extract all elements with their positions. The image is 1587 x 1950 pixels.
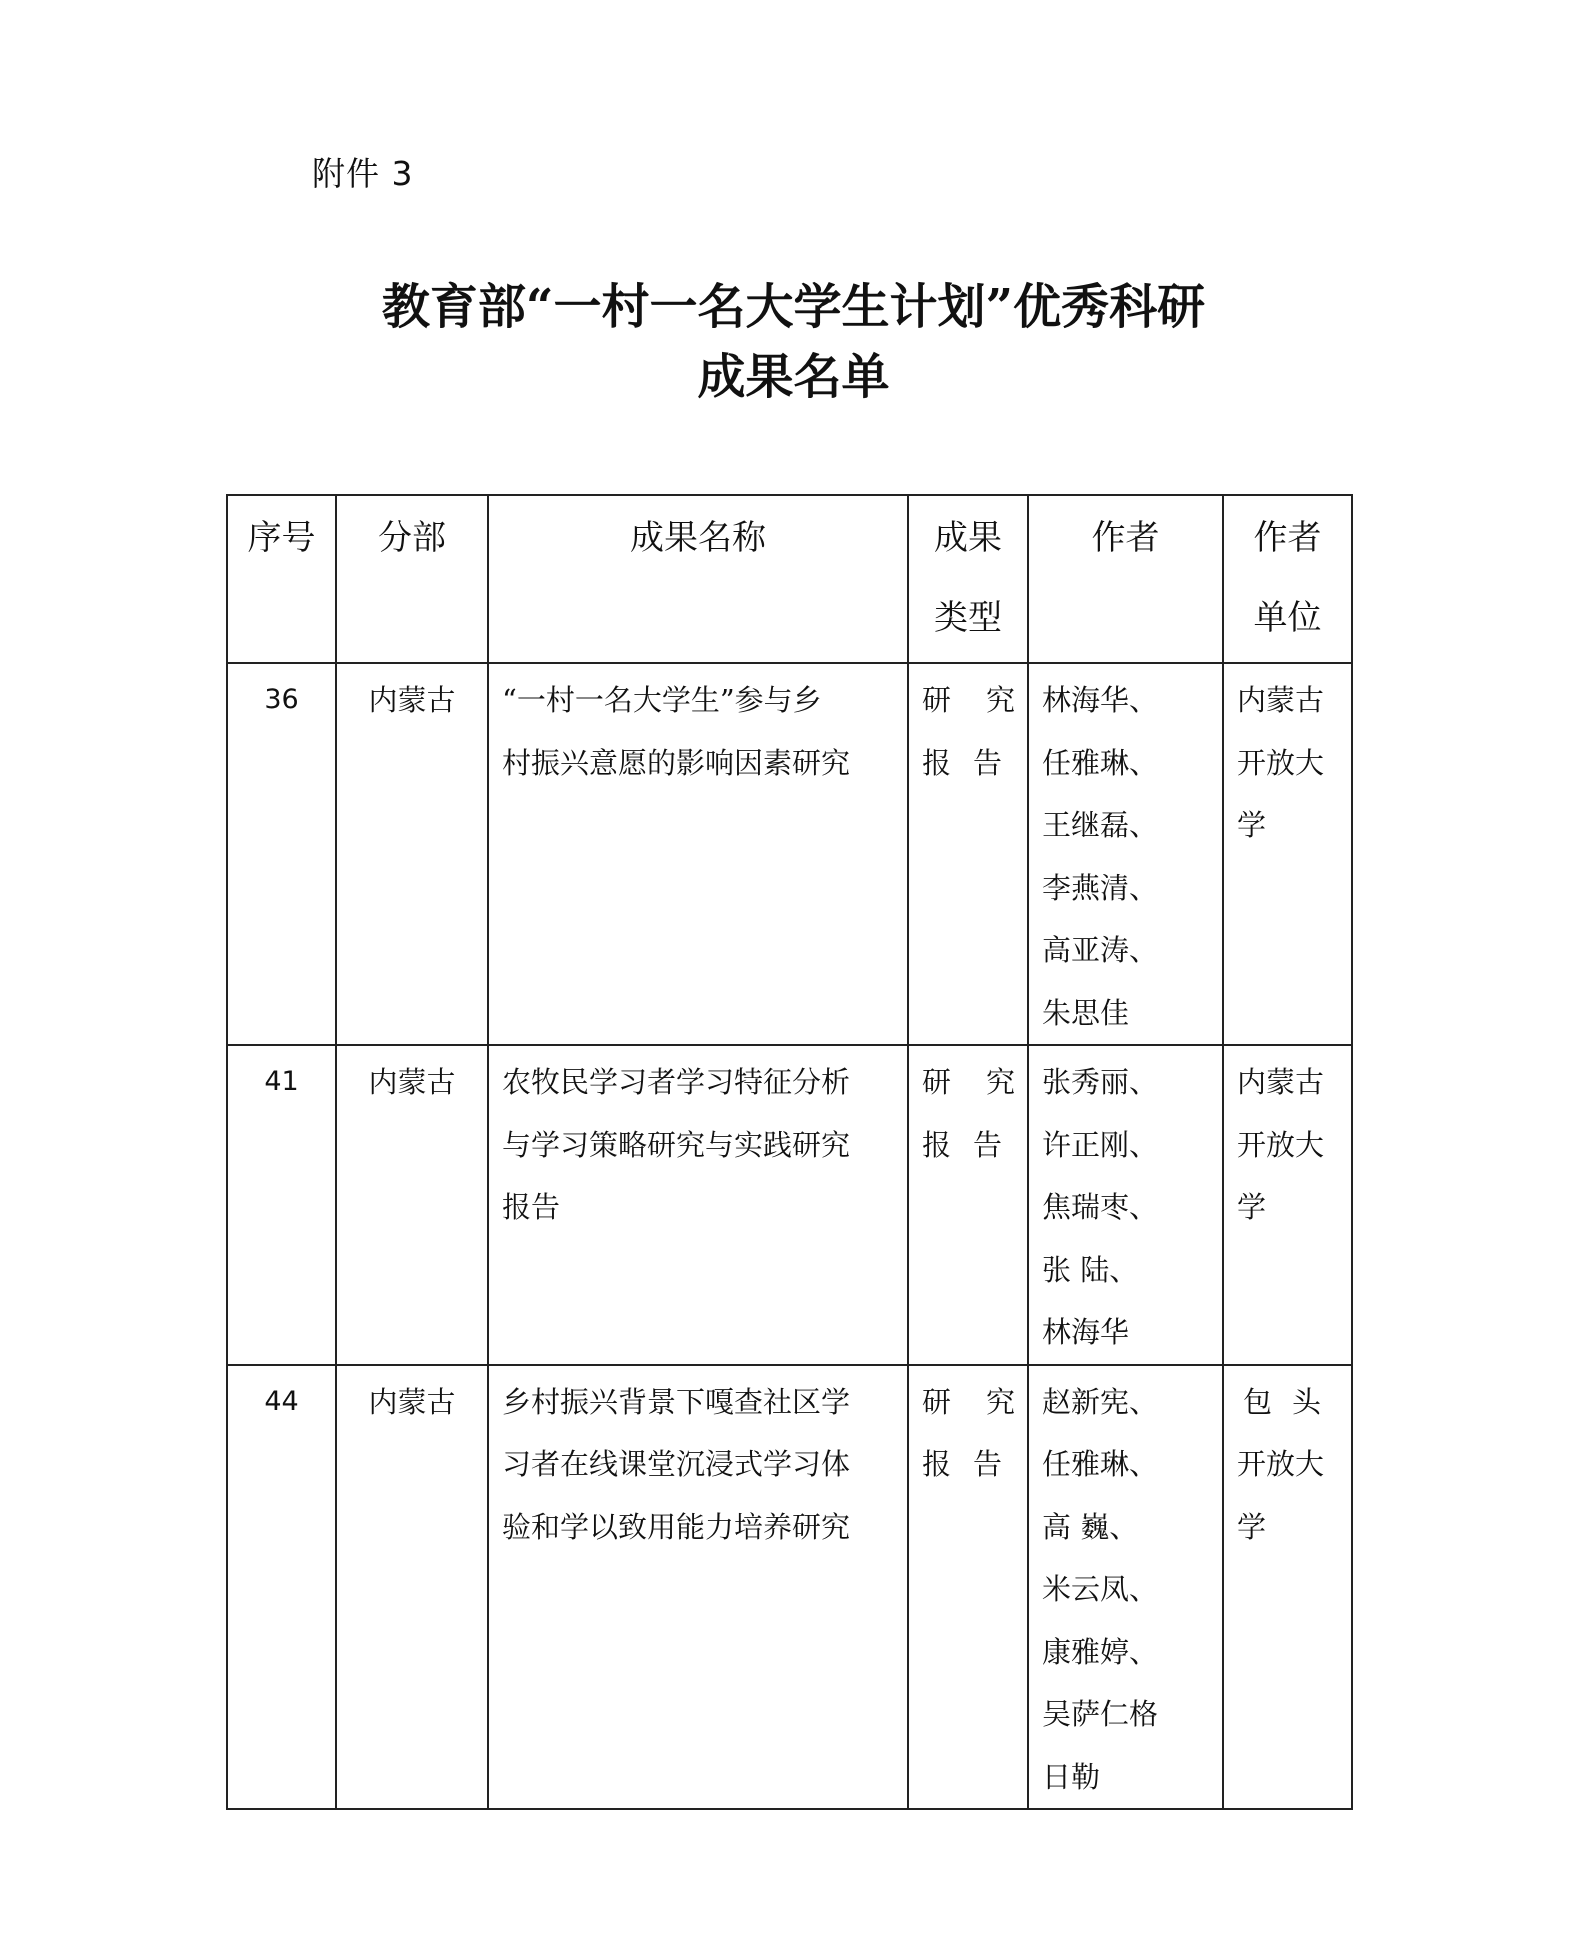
cell-no xyxy=(227,1045,336,1365)
cell-author-unit xyxy=(1223,1365,1352,1810)
result-type-char: 报 xyxy=(922,1447,952,1481)
result-name-line: “一村一名大学生”参与乡 xyxy=(502,683,822,717)
result-name-line: 验和学以致用能力培养研究 xyxy=(502,1509,851,1544)
cell-no xyxy=(227,1365,336,1810)
cell-content xyxy=(489,664,907,794)
cell-content xyxy=(489,1046,907,1239)
author-line: 赵新宪、 xyxy=(1042,1384,1159,1419)
branch-name: 内蒙古 xyxy=(368,683,456,717)
result-type-line xyxy=(922,1433,1002,1496)
cell-result-type xyxy=(908,1045,1028,1365)
cell-content xyxy=(909,664,1027,794)
cell-content xyxy=(1224,1366,1351,1559)
cell-content xyxy=(337,664,487,732)
cell-content xyxy=(1224,664,1351,857)
document-title-line-2: 成果名单 xyxy=(697,349,890,405)
author-line: 高亚涛、 xyxy=(1042,933,1159,967)
header-authors xyxy=(1028,495,1223,663)
unit-line: 开放大 xyxy=(1237,1127,1325,1162)
branch-name: 内蒙古 xyxy=(368,1065,456,1099)
cell-content xyxy=(228,1366,335,1434)
cell-content xyxy=(228,664,335,732)
cell-content xyxy=(1224,1046,1351,1239)
author-line: 高 巍、 xyxy=(1042,1509,1139,1544)
author-line: 张 陆、 xyxy=(1042,1252,1139,1287)
result-name-line: 习者在线课堂沉浸式学习体 xyxy=(502,1447,851,1481)
unit-char: 头 xyxy=(1291,1384,1321,1419)
header-name xyxy=(488,495,908,663)
author-line: 许正刚、 xyxy=(1042,1127,1159,1162)
unit-line: 学 xyxy=(1237,1509,1267,1544)
cell-content xyxy=(1029,1046,1222,1364)
author-line: 米云凤、 xyxy=(1042,1572,1159,1606)
author-line: 朱思佳 xyxy=(1042,995,1130,1030)
branch-name: 内蒙古 xyxy=(368,1384,456,1419)
cell-result-type xyxy=(908,663,1028,1045)
cell-author-unit xyxy=(1223,663,1352,1045)
result-type-line xyxy=(922,732,1002,795)
author-line: 林海华、 xyxy=(1042,683,1159,717)
table-row xyxy=(227,1365,1352,1810)
row-number: 41 xyxy=(264,1066,299,1097)
cell-content xyxy=(909,1046,1027,1176)
author-line: 李燕清、 xyxy=(1042,870,1159,905)
result-type-char: 告 xyxy=(972,1447,1002,1481)
header-type-text-1: 成果 xyxy=(934,518,1002,558)
unit-line: 学 xyxy=(1237,808,1267,842)
unit-line: 内蒙古 xyxy=(1237,1065,1325,1099)
cell-branch xyxy=(336,1365,488,1810)
author-line: 康雅婷、 xyxy=(1042,1634,1159,1669)
result-name-line: 乡村振兴背景下嘎查社区学 xyxy=(502,1384,851,1419)
author-line: 林海华 xyxy=(1042,1315,1130,1349)
author-line: 吴萨仁格 xyxy=(1042,1697,1159,1731)
cell-content xyxy=(909,1366,1027,1496)
result-type-char: 研 xyxy=(922,1384,952,1419)
header-unit xyxy=(1223,495,1352,663)
header-no xyxy=(227,495,336,663)
result-name-line: 与学习策略研究与实践研究 xyxy=(502,1127,851,1162)
header-unit-text-2: 单位 xyxy=(1253,598,1322,638)
header-unit-text-1: 作者 xyxy=(1253,518,1322,558)
author-line: 任雅琳、 xyxy=(1042,1447,1159,1481)
attachment-label: 附件 3 xyxy=(312,154,414,193)
cell-content xyxy=(1029,664,1222,1044)
header-authors-text: 作者 xyxy=(1091,518,1160,558)
header-type xyxy=(908,495,1028,663)
result-type-line xyxy=(922,1371,1015,1434)
results-table xyxy=(226,494,1353,1810)
result-type-char: 究 xyxy=(985,1384,1015,1419)
unit-line: 开放大 xyxy=(1237,745,1325,780)
cell-no xyxy=(227,663,336,1045)
cell-branch xyxy=(336,663,488,1045)
result-type-char: 告 xyxy=(972,1127,1002,1162)
document-title-line-1: 教育部“一村一名大学生计划”优秀科研 xyxy=(381,279,1206,335)
cell-result-name xyxy=(488,1365,908,1810)
author-line: 任雅琳、 xyxy=(1042,745,1159,780)
result-type-line xyxy=(922,1051,1015,1114)
cell-content xyxy=(228,1046,335,1114)
cell-result-name xyxy=(488,1045,908,1365)
header-name-text: 成果名称 xyxy=(630,518,766,558)
cell-result-type xyxy=(908,1365,1028,1810)
row-number: 36 xyxy=(264,684,299,715)
result-type-line xyxy=(922,1114,1002,1177)
cell-result-name xyxy=(488,663,908,1045)
unit-line xyxy=(1237,1371,1321,1434)
header-type-text-2: 类型 xyxy=(934,598,1002,638)
cell-authors xyxy=(1028,663,1223,1045)
result-name-line: 村振兴意愿的影响因素研究 xyxy=(502,745,851,780)
result-name-line: 农牧民学习者学习特征分析 xyxy=(502,1065,851,1099)
header-branch xyxy=(336,495,488,663)
unit-line: 开放大 xyxy=(1237,1447,1325,1481)
author-line: 张秀丽、 xyxy=(1042,1065,1159,1099)
cell-author-unit xyxy=(1223,1045,1352,1365)
unit-line: 学 xyxy=(1237,1190,1267,1224)
result-name-line: 报告 xyxy=(502,1190,561,1224)
cell-content xyxy=(337,1046,487,1114)
result-type-char: 报 xyxy=(922,745,952,780)
cell-branch xyxy=(336,1045,488,1365)
result-type-char: 研 xyxy=(922,683,952,717)
row-number: 44 xyxy=(264,1385,299,1417)
cell-authors xyxy=(1028,1045,1223,1365)
table-header-row xyxy=(227,495,1352,663)
header-no-text: 序号 xyxy=(247,518,316,558)
result-type-line xyxy=(922,669,1015,732)
table-row xyxy=(227,663,1352,1045)
table-row xyxy=(227,1045,1352,1365)
result-type-char: 研 xyxy=(922,1065,952,1099)
author-line: 王继磊、 xyxy=(1042,808,1159,842)
cell-authors xyxy=(1028,1365,1223,1810)
result-type-char: 告 xyxy=(972,745,1002,780)
cell-content xyxy=(337,1366,487,1434)
unit-char: 包 xyxy=(1243,1384,1273,1419)
cell-content xyxy=(1029,1366,1222,1809)
result-type-char: 究 xyxy=(985,683,1015,717)
cell-content xyxy=(489,1366,907,1559)
author-line: 日勒 xyxy=(1042,1759,1101,1794)
header-branch-text: 分部 xyxy=(378,518,446,558)
unit-line: 内蒙古 xyxy=(1237,683,1325,717)
result-type-char: 究 xyxy=(985,1065,1015,1099)
author-line: 焦瑞枣、 xyxy=(1042,1190,1159,1224)
result-type-char: 报 xyxy=(922,1127,952,1162)
